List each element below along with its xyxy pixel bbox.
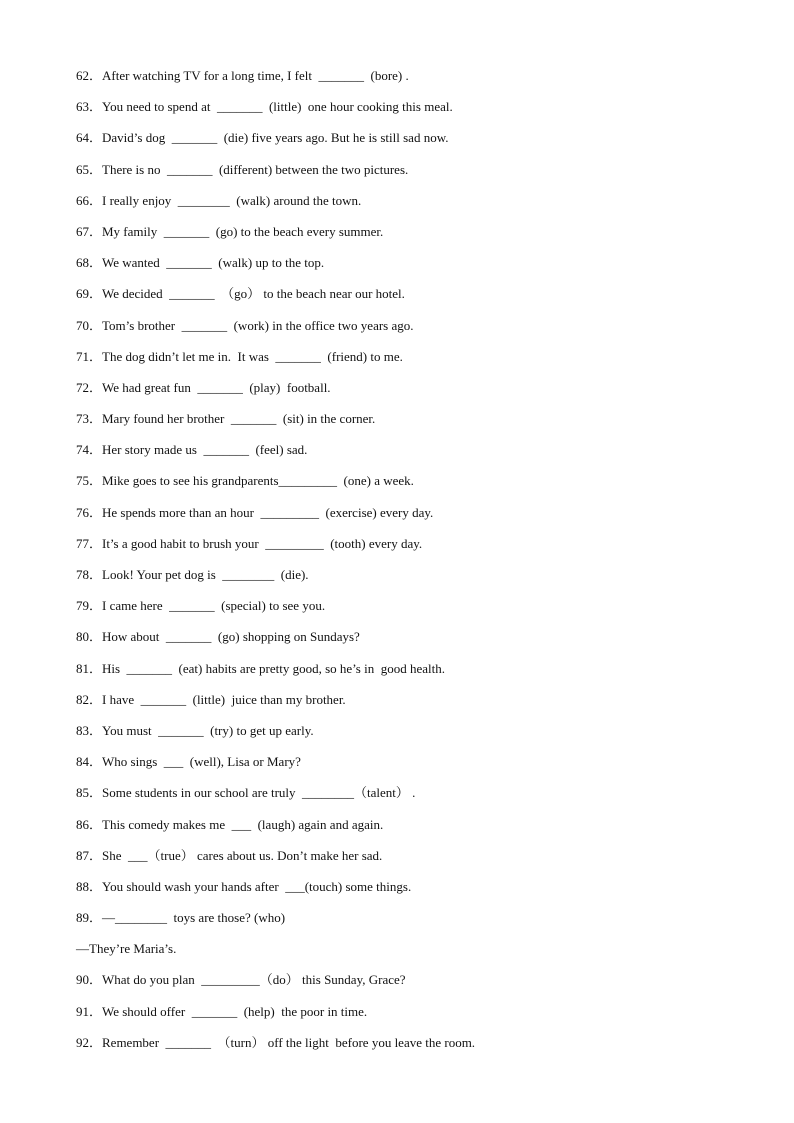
exercise-81: 81．His _______ (eat) habits are pretty good, so he’s in good health. <box>76 660 445 676</box>
exercise-69: 69．We decided _______ （go） to the beach near our hotel. <box>76 286 405 302</box>
exercise-89-reply: —They’re Maria’s. <box>76 941 177 957</box>
exercise-91: 91．We should offer _______ (help) the poor in time. <box>76 1003 368 1019</box>
exercise-67: 67．My family _______ (go) to the beach every summer. <box>76 223 384 239</box>
exercise-83: 83．You must _______ (try) to get up early. <box>76 722 314 738</box>
exercise-74: 74．Her story made us _______ (feel) sad. <box>76 442 308 458</box>
exercise-80: 80．How about _______ (go) shopping on Sundays? <box>76 629 360 645</box>
exercise-87: 87．She ___（true） cares about us. Don’t make her sad. <box>76 847 383 863</box>
exercise-92: 92．Remember _______ （turn） off the light before you leave the room. <box>76 1034 476 1050</box>
exercise-list <box>76 64 756 1062</box>
exercise-70: 70．Tom’s brother _______ (work) in the office two years ago. <box>76 317 414 333</box>
exercise-68: 68．We wanted _______ (walk) up to the top. <box>76 255 325 271</box>
exercise-72: 72．We had great fun _______ (play) football. <box>76 379 331 395</box>
exercise-86: 86．This comedy makes me ___ (laugh) again and again. <box>76 816 384 832</box>
exercise-75: 75．Mike goes to see his grandparents_________ (one) a week. <box>76 473 414 489</box>
exercise-82: 82．I have _______ (little) juice than my brother. <box>76 691 346 707</box>
exercise-65: 65．There is no _______ (different) between the two pictures. <box>76 161 409 177</box>
exercise-79: 79．I came here _______ (special) to see you. <box>76 598 326 614</box>
exercise-64: 64．David’s dog _______ (die) five years ago. But he is still sad now. <box>76 130 449 146</box>
exercise-90: 90．What do you plan _________（do） this Sunday, Grace? <box>76 972 406 988</box>
exercise-89: 89．—________ toys are those? (who) <box>76 910 286 926</box>
exercise-85: 85．Some students in our school are truly ________（talent） . <box>76 785 416 801</box>
exercise-63: 63．You need to spend at _______ (little) one hour cooking this meal. <box>76 99 453 115</box>
exercise-78: 78．Look! Your pet dog is ________ (die). <box>76 567 309 582</box>
exercise-76: 76．He spends more than an hour _________ (exercise) every day. <box>76 504 434 520</box>
exercise-88: 88．You should wash your hands after ___(touch) some things. <box>76 878 412 894</box>
exercise-66: 66．I really enjoy ________ (walk) around the town. <box>76 192 362 208</box>
exercise-71: 71．The dog didn’t let me in. It was _______ (friend) to me. <box>76 348 403 364</box>
exercise-84: 84．Who sings ___ (well), Lisa or Mary? <box>76 754 301 770</box>
exercise-73: 73．Mary found her brother _______ (sit) in the corner. <box>76 411 376 427</box>
exercise-62: 62．After watching TV for a long time, I felt _______ (bore) . <box>76 68 409 83</box>
exercise-77: 77．It’s a good habit to brush your _________ (tooth) every day. <box>76 535 423 551</box>
